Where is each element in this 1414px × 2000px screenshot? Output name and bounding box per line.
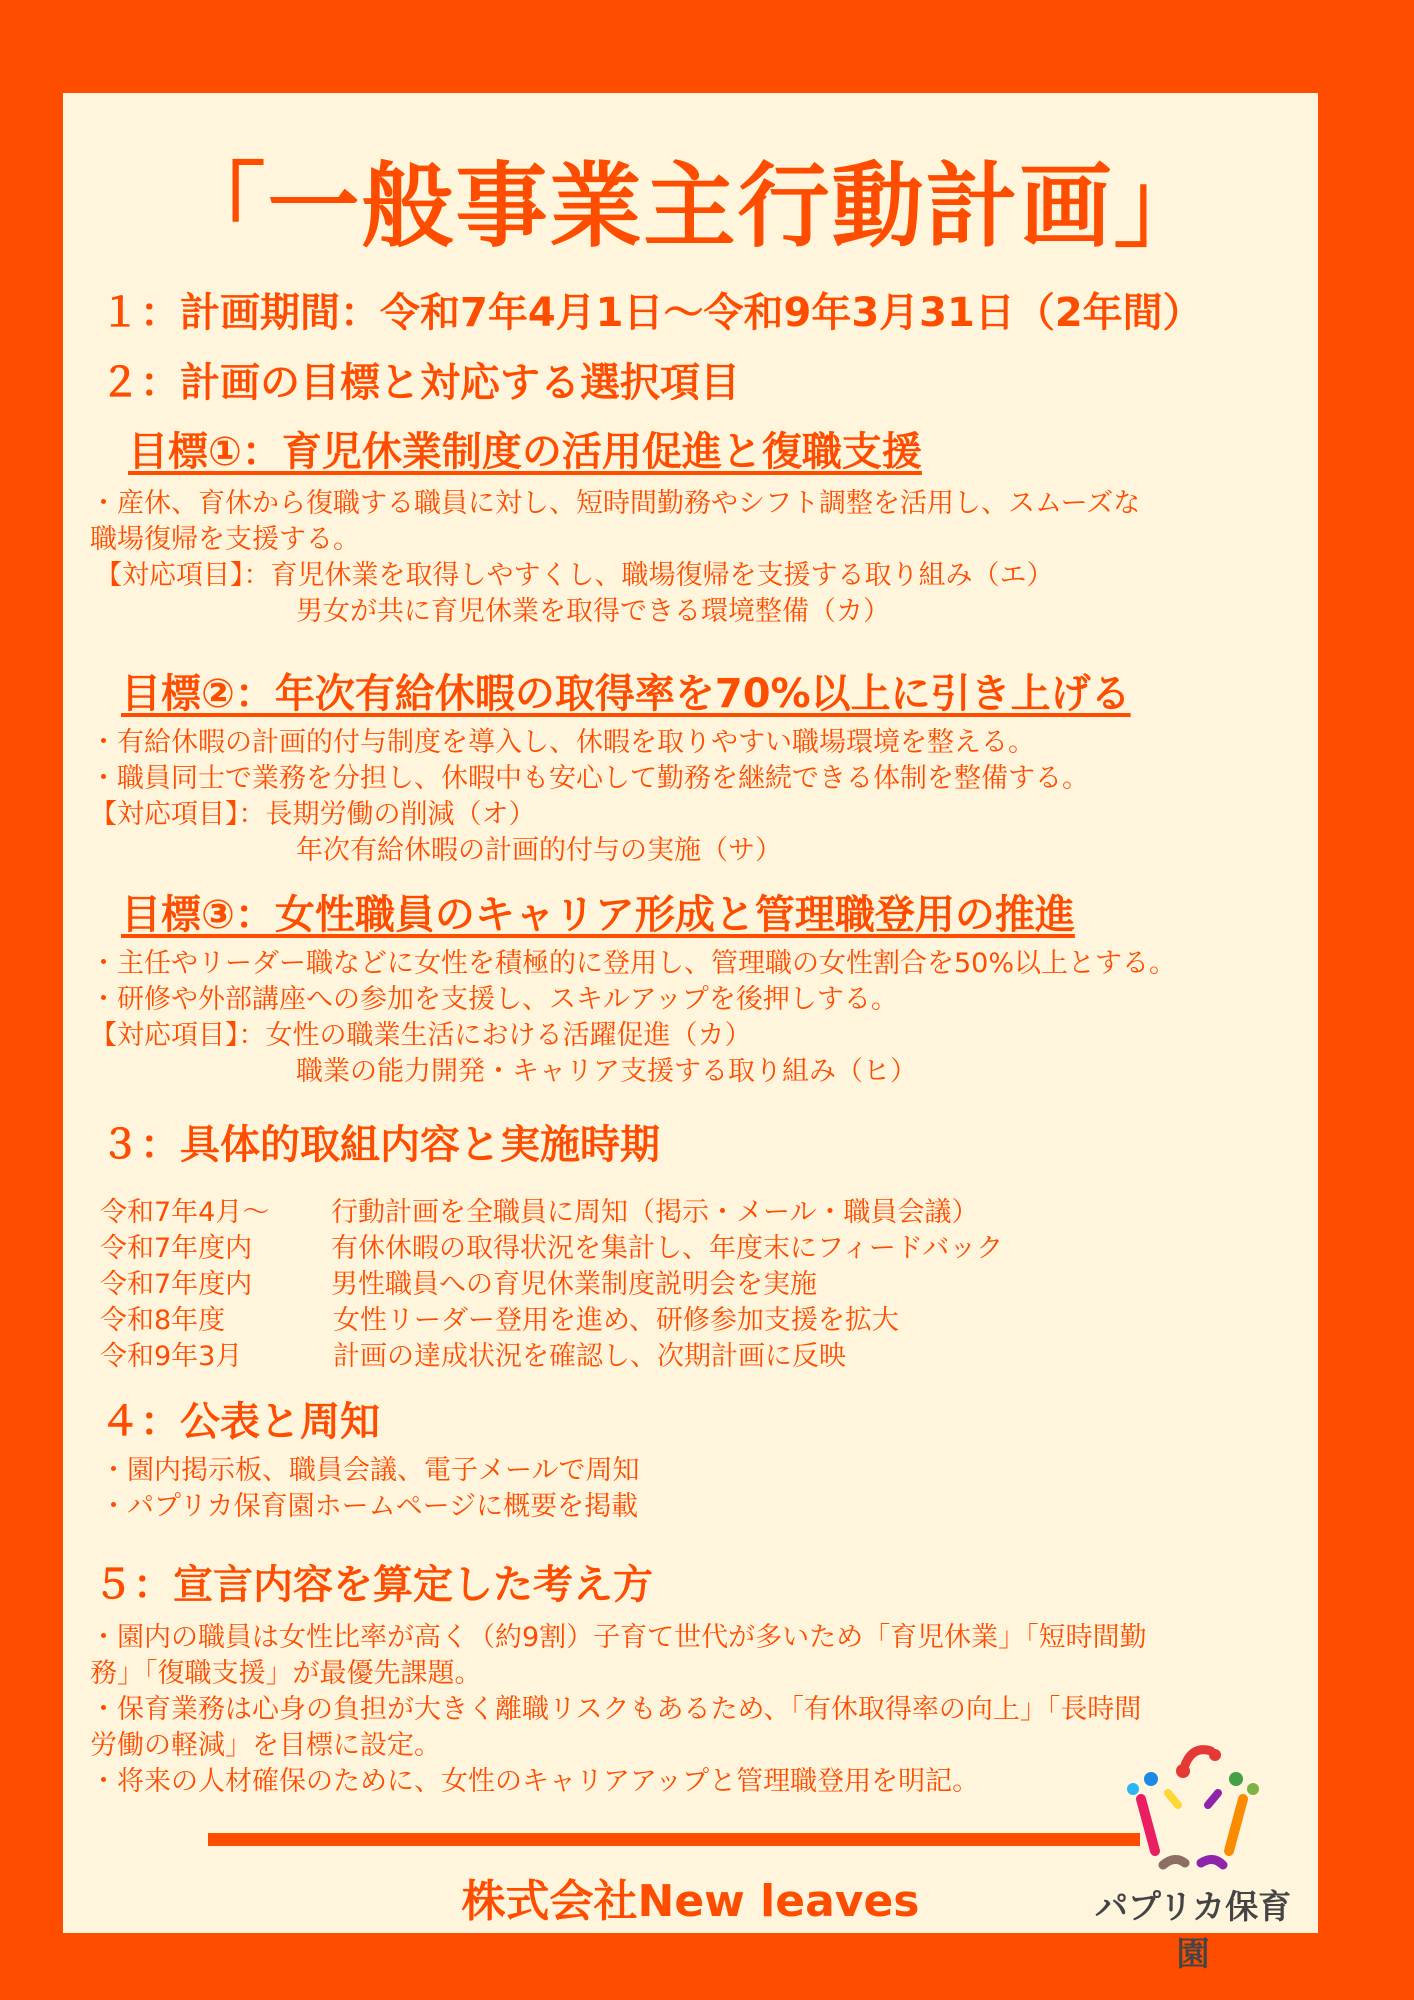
schedule-item: 行動計画を全職員に周知（掲示・メール・職員会議） — [331, 1197, 979, 1228]
rationale-line: ・保育業務は心身の負担が大きく離職リスクもあるため、「有休取得率の向上」「長時間 — [90, 1694, 1142, 1725]
section-3-heading: ３：具体的取組内容と実施時期 — [100, 1122, 660, 1168]
schedule-item: 計画の達成状況を確認し、次期計画に反映 — [333, 1341, 846, 1372]
goal-2-line: ・有給休暇の計画的付与制度を導入し、休暇を取りやすい職場環境を整える。 — [90, 727, 1035, 758]
section-5-heading: ５：宣言内容を算定した考え方 — [93, 1562, 653, 1608]
schedule-date: 令和7年4月～ — [100, 1197, 270, 1228]
schedule-item: 女性リーダー登用を進め、研修参加支援を拡大 — [333, 1305, 899, 1336]
rationale-line: ・将来の人材確保のために、女性のキャリアアップと管理職登用を明記。 — [90, 1766, 980, 1797]
schedule-date: 令和8年度 — [100, 1305, 226, 1336]
goal-3-line: ・主任やリーダー職などに女性を積極的に登用し、管理職の女性割合を50%以上とする。 — [90, 948, 1177, 979]
goal-1-line: 職場復帰を支援する。 — [90, 524, 360, 555]
goal-3-response-items: 職業の能力開発・キャリア支援する取り組み（ヒ） — [296, 1056, 917, 1087]
goal-1-response-items: 【対応項目】：育児休業を取得しやすくし、職場復帰を支援する取り組み（エ） — [95, 560, 1054, 591]
goal-1-line: ・産休、育休から復職する職員に対し、短時間勤務やシフト調整を活用し、スムーズな — [90, 488, 1141, 519]
paprika-nursery-logo — [1093, 1743, 1293, 1973]
schedule-date: 令和7年度内 — [100, 1233, 253, 1264]
poster-panel — [63, 93, 1318, 1973]
schedule-date: 令和9年3月 — [100, 1341, 243, 1372]
rationale-line: 務」「復職支援」が最優先課題。 — [90, 1658, 482, 1689]
publicity-item: ・園内掲示板、職員会議、電子メールで周知 — [100, 1455, 640, 1486]
page-title: 「一般事業主行動計画」 — [173, 153, 1208, 260]
goal-2-response-items: 【対応項目】：長期労働の削減（オ） — [90, 799, 536, 830]
paprika-logo-icon — [1093, 1743, 1293, 1883]
publicity-item: ・パプリカ保育園ホームページに概要を掲載 — [100, 1491, 639, 1522]
section-1-period: １：計画期間：令和7年4月1日～令和9年3月31日（2年間） — [100, 290, 1203, 336]
goal-3-heading: 目標③：女性職員のキャリア形成と管理職登用の推進 — [121, 892, 1075, 938]
logo-text: パプリカ保育園 — [1094, 1887, 1292, 1973]
goal-2-response-items: 年次有給休暇の計画的付与の実施（サ） — [296, 835, 782, 866]
goal-1-heading: 目標①：育児休業制度の活用促進と復職支援 — [128, 429, 922, 475]
footer-divider — [208, 1833, 1140, 1846]
schedule-item: 有休休暇の取得状況を集計し、年度末にフィードバック — [331, 1233, 1004, 1264]
section-4-heading: ４：公表と周知 — [100, 1399, 380, 1445]
goal-2-line: ・職員同士で業務を分担し、休暇中も安心して勤務を継続できる体制を整備する。 — [90, 763, 1089, 794]
goal-2-heading: 目標②：年次有給休暇の取得率を70%以上に引き上げる — [121, 671, 1131, 717]
schedule-date: 令和7年度内 — [100, 1269, 253, 1300]
company-name: 株式会社New leaves — [461, 1876, 920, 1927]
goal-1-response-items: 男女が共に育児休業を取得できる環境整備（カ） — [296, 596, 890, 627]
goal-3-line: ・研修や外部講座への参加を支援し、スキルアップを後押しする。 — [90, 984, 898, 1015]
goal-3-response-items: 【対応項目】：女性の職業生活における活躍促進（カ） — [90, 1020, 752, 1051]
rationale-line: ・園内の職員は女性比率が高く（約9割）子育て世代が多いため「育児休業」「短時間勤 — [90, 1622, 1147, 1653]
schedule-item: 男性職員への育児休業制度説明会を実施 — [331, 1269, 817, 1300]
section-2-heading: ２：計画の目標と対応する選択項目 — [100, 360, 740, 406]
rationale-line: 労働の軽減」を目標に設定。 — [90, 1730, 441, 1761]
